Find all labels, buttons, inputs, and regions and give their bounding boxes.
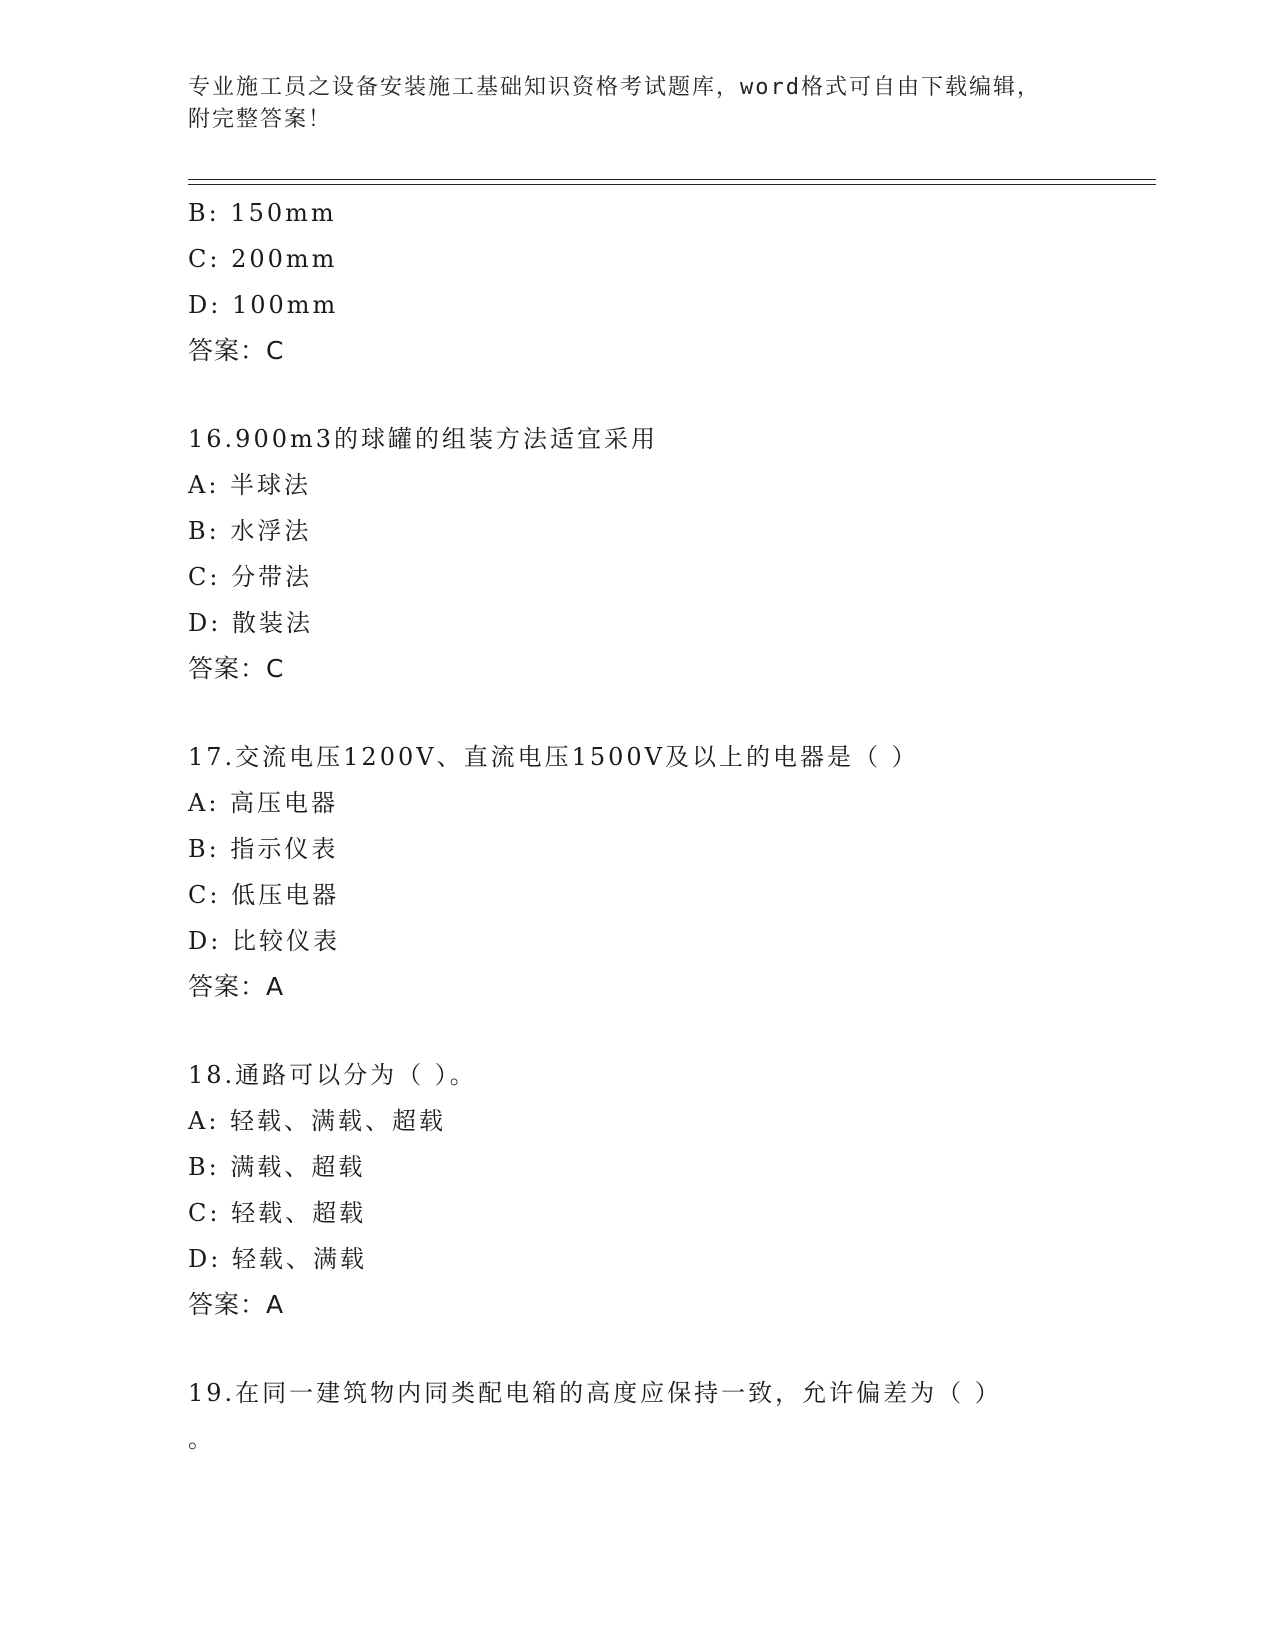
option-c: C: 低压电器 xyxy=(188,881,340,909)
option-b: B: 满载、超载 xyxy=(188,1153,366,1181)
option-d: D: 比较仪表 xyxy=(188,927,340,955)
question-15-fragment xyxy=(188,190,1148,374)
spacer xyxy=(188,1328,1148,1370)
document-header xyxy=(188,72,1088,136)
question-text: 19.在同一建筑物内同类配电箱的高度应保持一致，允许偏差为（ ） xyxy=(188,1379,1002,1407)
question-text: 18.通路可以分为（ ）。 xyxy=(188,1061,477,1089)
question-text: 17.交流电压1200V、直流电压1500V及以上的电器是（ ） xyxy=(188,743,919,771)
option-c: C: 分带法 xyxy=(188,563,313,591)
question-17 xyxy=(188,734,1148,1010)
answer-label: 答案：C xyxy=(188,654,285,683)
option-a: A: 轻载、满载、超载 xyxy=(188,1107,447,1135)
option-b: B: 150mm xyxy=(188,199,337,227)
option-d: D: 100mm xyxy=(188,291,339,319)
spacer xyxy=(188,1010,1148,1052)
spacer xyxy=(188,374,1148,416)
option-a: A: 半球法 xyxy=(188,471,312,499)
answer-label: 答案：A xyxy=(188,1290,285,1319)
option-b: B: 指示仪表 xyxy=(188,835,339,863)
header-line-2: 附完整答案！ xyxy=(188,107,333,132)
header-rule-top xyxy=(188,179,1156,180)
question-16 xyxy=(188,416,1148,692)
option-b: B: 水浮法 xyxy=(188,517,312,545)
option-c: C: 200mm xyxy=(188,245,338,273)
question-list xyxy=(188,190,1148,1462)
option-d: D: 散装法 xyxy=(188,609,313,637)
question-text-continuation: 。 xyxy=(188,1425,215,1453)
answer-label: 答案：A xyxy=(188,972,285,1001)
answer-label: 答案：C xyxy=(188,336,285,365)
question-text: 16.900m3的球罐的组装方法适宜采用 xyxy=(188,425,659,453)
header-rule-bottom xyxy=(188,184,1156,185)
spacer xyxy=(188,692,1148,734)
option-c: C: 轻载、超载 xyxy=(188,1199,367,1227)
option-a: A: 高压电器 xyxy=(188,789,339,817)
option-d: D: 轻载、满载 xyxy=(188,1245,367,1273)
question-19 xyxy=(188,1370,1148,1462)
header-line-1: 专业施工员之设备安装施工基础知识资格考试题库，word格式可自由下载编辑， xyxy=(188,75,1041,100)
question-18 xyxy=(188,1052,1148,1328)
